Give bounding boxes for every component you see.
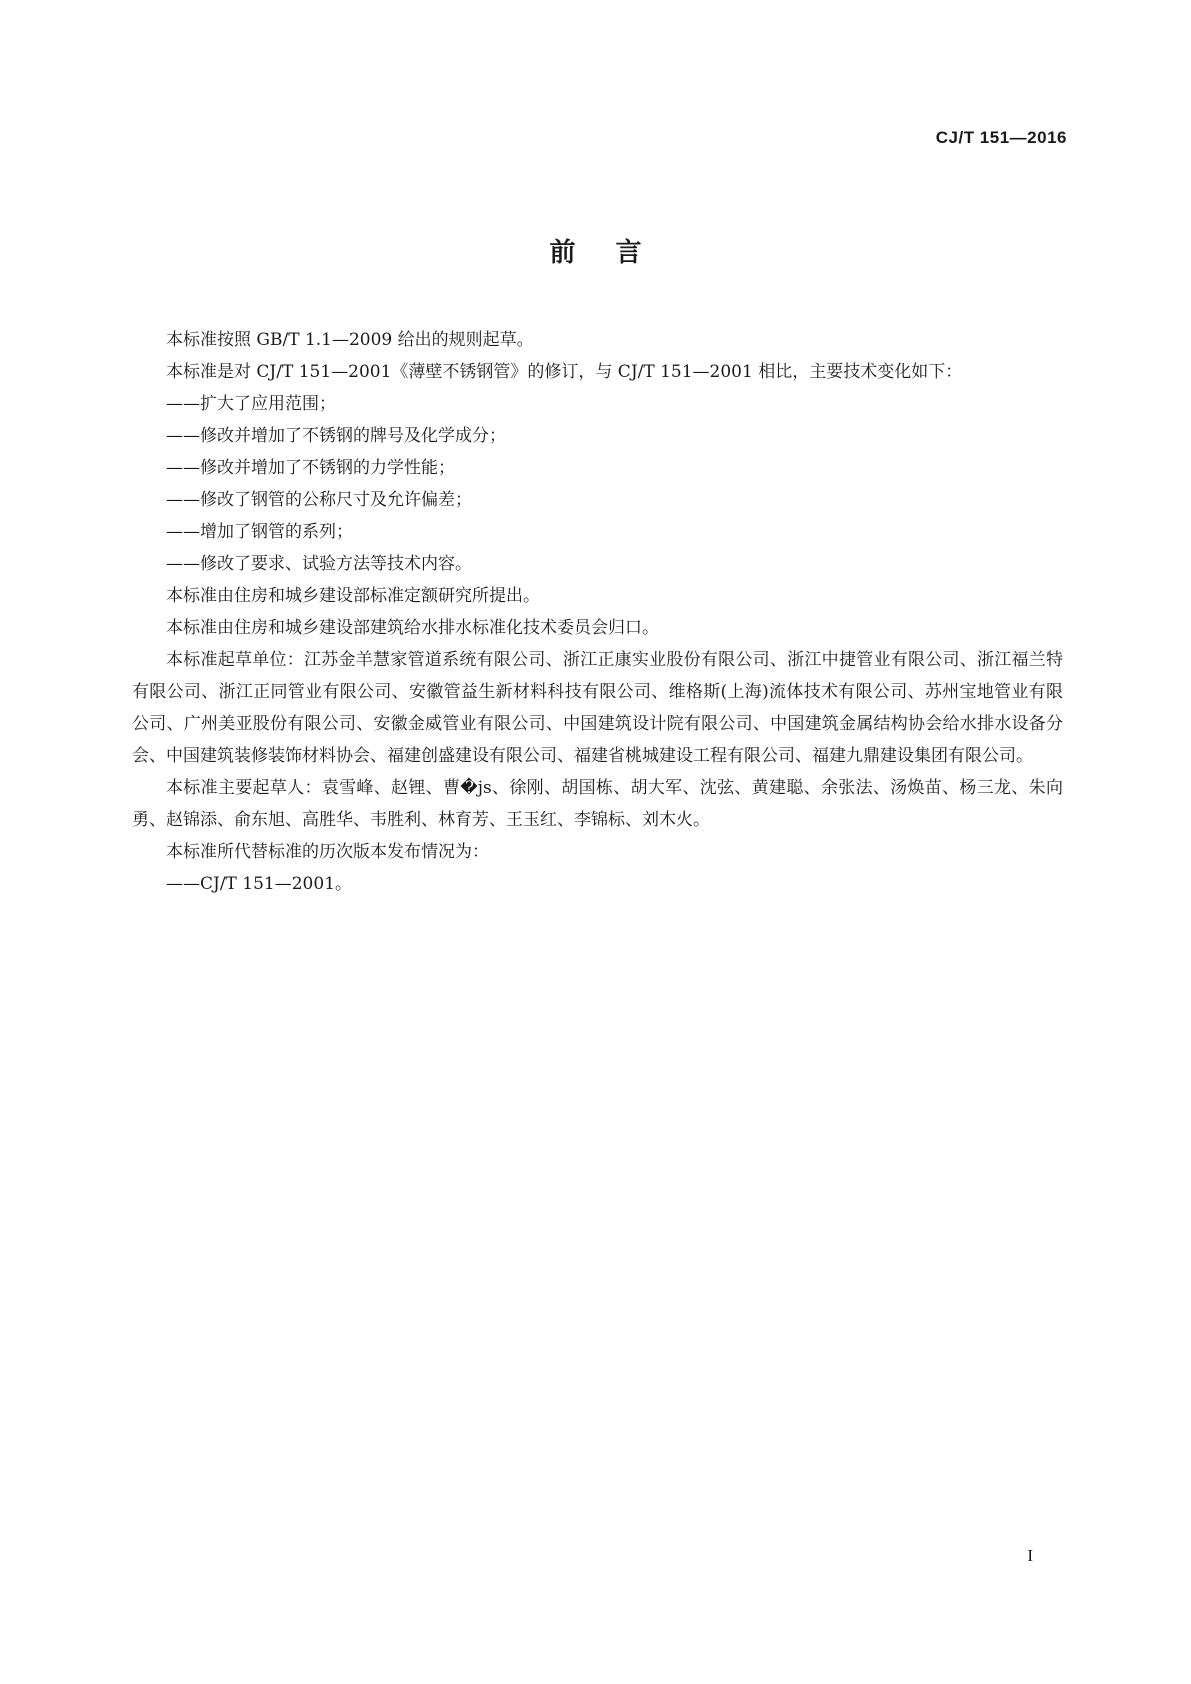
change-item: ——修改了钢管的公称尺寸及允许偏差；: [166, 490, 472, 510]
standard-code: CJ/T 151—2016: [935, 128, 1067, 147]
foreword-body: [132, 324, 1063, 900]
page-number: I: [1027, 1546, 1033, 1565]
page-title: 前言: [549, 238, 682, 268]
paragraph-revision-intro: 本标准是对 CJ/T 151—2001《薄壁不锈钢管》的修订，与 CJ/T 151—2001 相比，主要技术变化如下：: [166, 362, 963, 382]
change-item: ——增加了钢管的系列；: [166, 522, 353, 542]
paragraph-drafters: 本标准主要起草人：袁雪峰、赵锂、曹�js、徐刚、胡国栋、胡大军、沈弦、黄建聪、余张法、汤焕苗、杨三龙、朱向勇、赵锦添、俞东旭、高胜华、韦胜利、林育芳、王玉红、李锦标、刘木火。: [132, 778, 1063, 830]
paragraph-previous-editions: 本标准所代替标准的历次版本发布情况为：: [166, 842, 489, 862]
change-item: ——修改并增加了不锈钢的牌号及化学成分；: [166, 426, 506, 446]
paragraph-administered-by: 本标准由住房和城乡建设部建筑给水排水标准化技术委员会归口。: [166, 618, 659, 638]
previous-edition-item: ——CJ/T 151—2001。: [166, 874, 353, 894]
change-item: ——修改并增加了不锈钢的力学性能；: [166, 458, 455, 478]
change-item: ——扩大了应用范围；: [166, 394, 336, 414]
paragraph-drafting-rules: 本标准按照 GB/T 1.1—2009 给出的规则起草。: [166, 330, 534, 350]
paragraph-proposed-by: 本标准由住房和城乡建设部标准定额研究所提出。: [166, 586, 540, 606]
paragraph-drafting-organizations: 本标准起草单位：江苏金羊慧家管道系统有限公司、浙江正康实业股份有限公司、浙江中捷管业有限公司、浙江福兰特有限公司、浙江正同管业有限公司、安徽管益生新材料科技有限公司、维格斯(上海)流体技术有限公司、苏州宝地管业有限公司、广州美亚股份有限公司、安徽金威管业有限公司、中国建筑设计院有限公司、中国建筑金属结构协会给水排水设备分会、中国建筑装修装饰材料协会、福建创盛建设有限公司、福建省桃城建设工程有限公司、福建九鼎建设集团有限公司。: [132, 650, 1063, 766]
change-item: ——修改了要求、试验方法等技术内容。: [166, 554, 472, 574]
